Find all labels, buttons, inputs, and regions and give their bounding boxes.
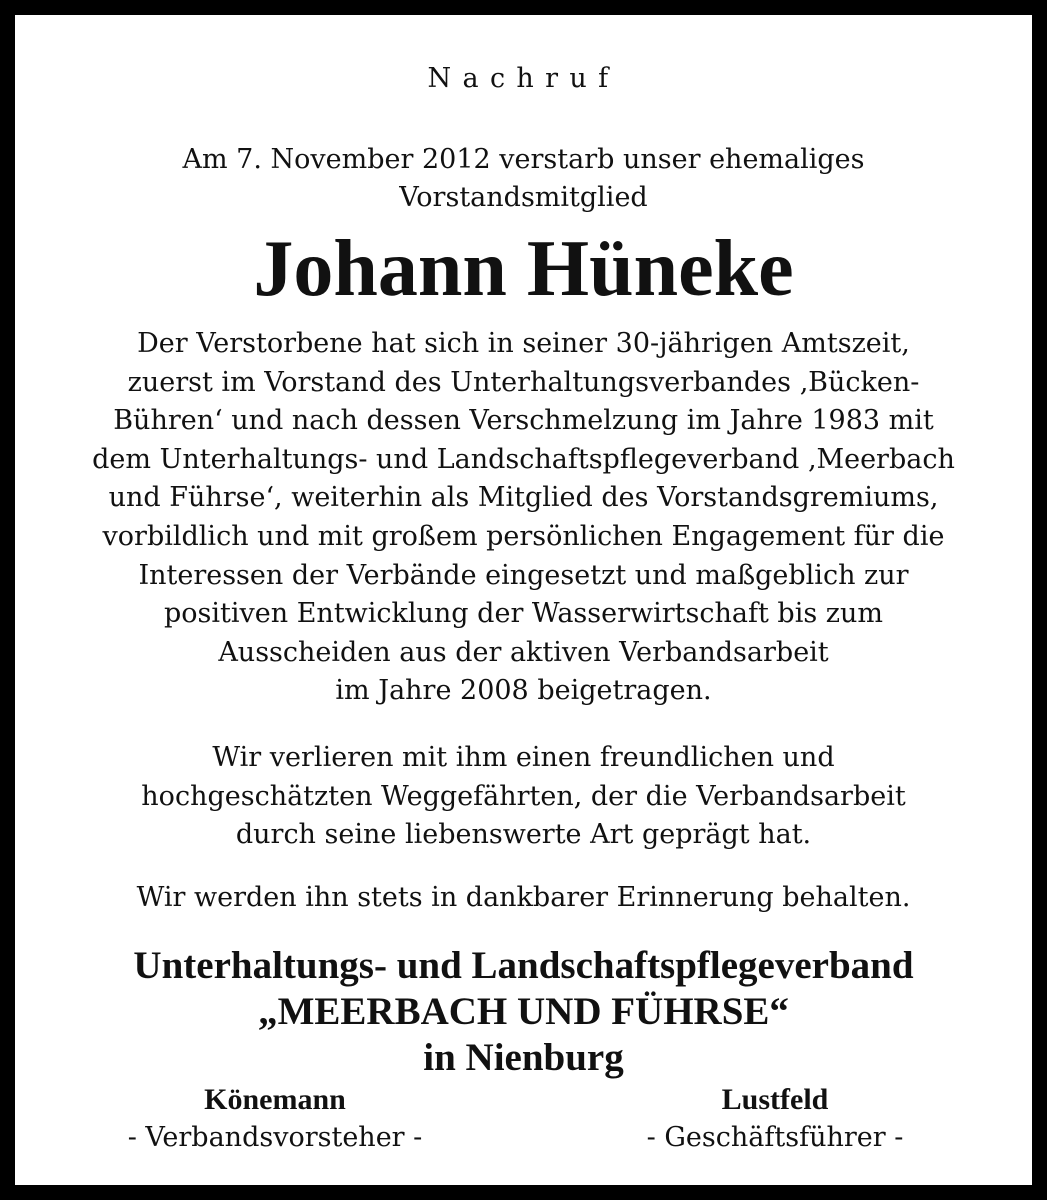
paragraph-line: durch seine liebenswerte Art geprägt hat. <box>235 819 812 851</box>
paragraph-line: und Führse‘, weiterhin als Mitglied des Vorstandsgremiums, <box>108 482 939 514</box>
organization-line: in Nienburg <box>423 1036 624 1079</box>
intro-line: Vorstandsmitglied <box>399 182 648 213</box>
remembrance-line: Wir werden ihn stets in dankbarer Erinnerung behalten. <box>136 882 911 913</box>
intro-text <box>15 141 1032 217</box>
condolence-paragraph <box>15 739 1032 855</box>
organization-line: Unterhaltungs- und Landschaftspflegeverband <box>133 944 914 987</box>
signatory-chairman <box>15 1081 535 1157</box>
deceased-name: Johann Hüneke <box>253 225 794 313</box>
paragraph-line: hochgeschätzten Weggefährten, der die Verbandsarbeit <box>141 780 906 812</box>
signatory-name: Lustfeld <box>721 1083 829 1116</box>
paragraph-line: positiven Entwicklung der Wasserwirtschaft bis zum <box>164 598 883 630</box>
paragraph-line: Wir verlieren mit ihm einen freundlichen und <box>212 742 835 773</box>
signatory-role: - Verbandsvorsteher - <box>127 1122 423 1153</box>
signatory-manager <box>515 1081 1035 1157</box>
organization-line: „MEERBACH UND FÜHRSE“ <box>258 990 789 1033</box>
notice-heading: Nachruf <box>427 63 620 94</box>
paragraph-line: Bühren‘ und nach dessen Verschmelzung im Jahre 1983 mit <box>113 405 934 437</box>
paragraph-line: Ausscheiden aus der aktiven Verbandsarbeit <box>218 636 829 668</box>
organization-name <box>15 943 1032 1081</box>
intro-line: Am 7. November 2012 verstarb unser ehemaliges <box>182 144 865 175</box>
tribute-paragraph <box>15 325 1032 711</box>
paragraph-line: Interessen der Verbände eingesetzt und maßgeblich zur <box>138 559 909 591</box>
signatory-name: Könemann <box>204 1083 346 1116</box>
paragraph-line: vorbildlich und mit großem persönlichen Engagement für die <box>102 520 945 552</box>
paragraph-line: zuerst im Vorstand des Unterhaltungsverbandes ‚Bücken- <box>127 366 920 398</box>
paragraph-line: im Jahre 2008 beigetragen. <box>335 675 712 707</box>
paragraph-line: Der Verstorbene hat sich in seiner 30-jährigen Amtszeit, <box>137 328 910 359</box>
paragraph-line: dem Unterhaltungs- und Landschaftspflegeverband ‚Meerbach <box>92 443 955 475</box>
signatory-role: - Geschäftsführer - <box>646 1122 904 1153</box>
